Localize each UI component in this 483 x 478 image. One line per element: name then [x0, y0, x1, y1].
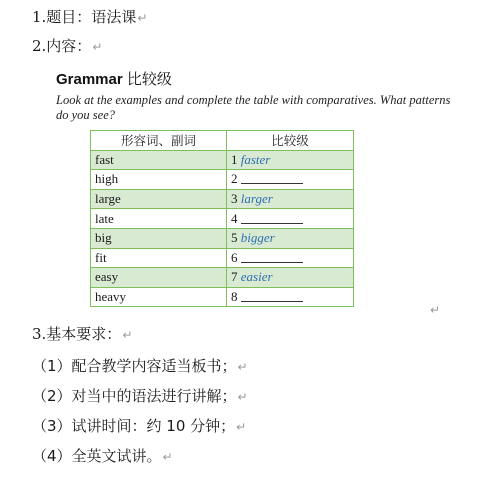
answer-blank	[241, 211, 303, 224]
topic-line	[32, 7, 147, 28]
table-header-row	[91, 131, 354, 151]
item-number: 1	[231, 151, 238, 167]
grammar-title	[56, 68, 172, 89]
requirement-text: （1）配合教学内容适当板书；	[32, 357, 237, 375]
comparative-cell	[227, 287, 354, 307]
item-number: 3	[231, 191, 238, 207]
requirements-heading	[32, 324, 132, 345]
requirement-item	[32, 356, 248, 377]
paragraph-mark-icon: ↵	[430, 303, 441, 317]
table-row	[91, 268, 354, 288]
comparative-cell	[227, 248, 354, 268]
adjective-cell: easy	[91, 268, 227, 288]
table-row	[91, 287, 354, 307]
table-row	[91, 209, 354, 229]
item-number: 4	[231, 210, 238, 226]
answer-blank	[241, 171, 303, 184]
requirements-label: 3.基本要求：	[32, 325, 122, 343]
adjective-cell: late	[91, 209, 227, 229]
topic-value: 语法课	[91, 8, 137, 26]
example-answer: faster	[240, 151, 271, 167]
comparative-cell	[227, 170, 354, 190]
header-adjective: 形容词、副词	[91, 131, 227, 151]
example-answer: larger	[240, 191, 273, 207]
requirement-item	[32, 446, 173, 467]
paragraph-mark-icon: ↵	[92, 40, 103, 54]
table-row	[91, 248, 354, 268]
paragraph-mark-icon: ↵	[237, 360, 248, 374]
table-row	[91, 228, 354, 248]
answer-blank	[241, 250, 303, 263]
adjective-cell: fast	[91, 150, 227, 170]
table-row	[91, 150, 354, 170]
requirement-text: （4）全英文试讲。	[32, 447, 162, 465]
example-answer: bigger	[240, 230, 275, 246]
comparative-cell	[227, 228, 354, 248]
item-number: 6	[231, 249, 238, 265]
paragraph-mark-icon: ↵	[162, 450, 173, 464]
comparative-cell	[227, 189, 354, 209]
comparative-cell	[227, 268, 354, 288]
item-number: 2	[231, 171, 238, 187]
comparative-cell	[227, 209, 354, 229]
paragraph-mark-icon: ↵	[122, 328, 133, 342]
content-label: 2.内容：	[32, 37, 92, 55]
adjective-cell: heavy	[91, 287, 227, 307]
adjective-cell: high	[91, 170, 227, 190]
requirement-text: （3）试讲时间：约 10 分钟；	[32, 417, 236, 435]
item-number: 7	[231, 269, 238, 285]
requirement-item	[32, 386, 248, 407]
item-number: 8	[231, 289, 238, 305]
example-answer: easier	[240, 269, 273, 285]
table-row	[91, 170, 354, 190]
requirement-text: （2）对当中的语法进行讲解；	[32, 387, 237, 405]
grammar-instruction: Look at the examples and complete the table with comparatives. What patterns do you see?	[56, 93, 451, 122]
content-line	[32, 36, 102, 57]
adjective-cell: large	[91, 189, 227, 209]
grammar-title-en: Grammar	[56, 71, 123, 88]
paragraph-mark-icon: ↵	[137, 11, 148, 25]
topic-label: 1.题目：	[32, 8, 92, 26]
item-number: 5	[231, 230, 238, 246]
requirement-item	[32, 416, 246, 437]
table-row	[91, 189, 354, 209]
comparative-cell	[227, 150, 354, 170]
paragraph-mark-icon: ↵	[236, 420, 247, 434]
paragraph-mark-icon: ↵	[237, 390, 248, 404]
adjective-cell: fit	[91, 248, 227, 268]
adjective-cell: big	[91, 228, 227, 248]
grammar-title-cn: 比较级	[126, 70, 172, 88]
header-comparative: 比较级	[227, 131, 354, 151]
comparatives-table	[90, 130, 354, 307]
answer-blank	[241, 289, 303, 302]
